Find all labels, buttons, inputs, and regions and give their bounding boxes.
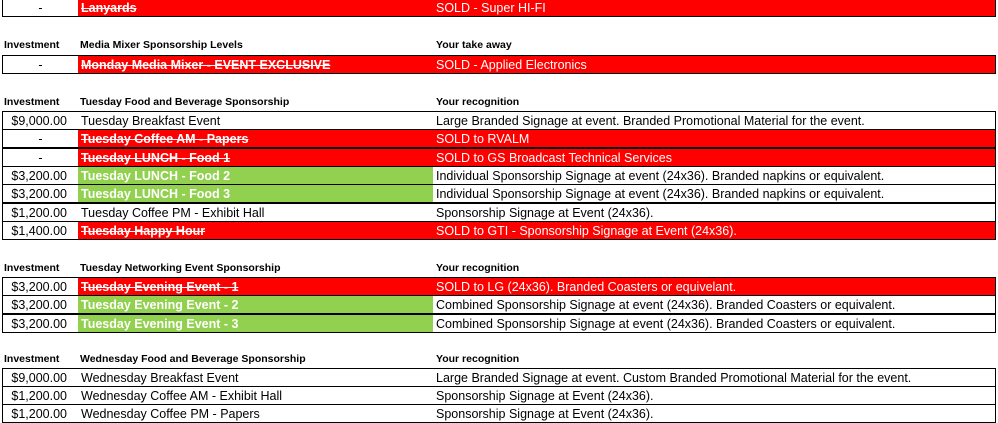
section-header-tuesday-networking	[0, 261, 998, 276]
investment-cell: $3,200.00	[2, 314, 79, 333]
takeaway-header: Your recognition	[436, 353, 520, 365]
investment-cell: -	[2, 148, 79, 167]
table-row	[0, 148, 998, 167]
recognition-cell: SOLD to RVALM	[433, 129, 996, 148]
table-row	[0, 184, 998, 203]
table-row	[0, 0, 998, 17]
investment-cell: $9,000.00	[2, 111, 79, 130]
sponsorship-name-cell: Tuesday Evening Event - 3	[78, 314, 434, 333]
table-row	[0, 295, 998, 314]
sponsorship-name-cell: Tuesday LUNCH - Food 1	[78, 148, 434, 167]
takeaway-header: Your take away	[436, 39, 512, 51]
recognition-cell: SOLD - Applied Electronics	[433, 55, 996, 74]
recognition-cell: Combined Sponsorship Signage at event (24x36). Branded Coasters or equivalent.	[433, 295, 996, 314]
sponsorship-name-cell: Tuesday LUNCH - Food 2	[78, 166, 434, 185]
table-row	[0, 111, 998, 130]
recognition-cell: SOLD to LG (24x36). Branded Coasters or equivelant.	[433, 277, 996, 296]
section-title: Tuesday Food and Beverage Sponsorship	[80, 96, 290, 108]
recognition-cell: Individual Sponsorship Signage at event (24x36). Branded napkins or equivalent.	[433, 166, 996, 185]
sponsorship-name-cell: Tuesday Coffee PM - Exhibit Hall	[78, 203, 434, 222]
investment-cell: $3,200.00	[2, 277, 79, 296]
sponsorship-name-cell: Wednesday Coffee PM - Papers	[78, 404, 434, 423]
investment-cell: $1,400.00	[2, 221, 79, 240]
recognition-cell: SOLD to GTI - Sponsorship Signage at Event (24x36).	[433, 221, 996, 240]
table-row	[0, 166, 998, 185]
recognition-cell: SOLD - Super HI-FI	[433, 0, 996, 17]
recognition-cell: Large Branded Signage at event. Branded Promotional Material for the event.	[433, 111, 996, 130]
table-row	[0, 277, 998, 296]
investment-cell: $1,200.00	[2, 404, 79, 423]
sponsorship-name-cell: Tuesday Evening Event - 2	[78, 295, 434, 314]
recognition-cell: Sponsorship Signage at Event (24x36).	[433, 203, 996, 222]
section-title: Tuesday Networking Event Sponsorship	[80, 262, 281, 274]
sponsorship-name-cell: Tuesday Breakfast Event	[78, 111, 434, 130]
recognition-cell: SOLD to GS Broadcast Technical Services	[433, 148, 996, 167]
investment-cell: $9,000.00	[2, 368, 79, 387]
sponsorship-name-cell: Wednesday Coffee AM - Exhibit Hall	[78, 386, 434, 405]
sponsorship-name-cell: Lanyards	[78, 0, 434, 17]
sponsorship-name-cell: Tuesday Happy Hour	[78, 221, 434, 240]
table-row	[0, 314, 998, 333]
investment-header: Investment	[4, 353, 60, 365]
recognition-cell: Individual Sponsorship Signage at event (24x36). Branded napkins or equivalent.	[433, 184, 996, 203]
investment-cell: -	[2, 129, 79, 148]
investment-cell: $3,200.00	[2, 166, 79, 185]
investment-cell: $3,200.00	[2, 295, 79, 314]
sponsorship-name-cell: Monday Media Mixer - EVENT EXCLUSIVE	[78, 55, 434, 74]
takeaway-header: Your recognition	[436, 262, 520, 274]
investment-cell: $3,200.00	[2, 184, 79, 203]
investment-cell: $1,200.00	[2, 386, 79, 405]
table-row	[0, 386, 998, 405]
takeaway-header: Your recognition	[436, 96, 520, 108]
sponsorship-name-cell: Tuesday Coffee AM - Papers	[78, 129, 434, 148]
section-header-wednesday-food	[0, 352, 998, 367]
table-row	[0, 129, 998, 148]
recognition-cell: Combined Sponsorship Signage at event (24x36). Branded Coasters or equivalent.	[433, 314, 996, 333]
table-row	[0, 221, 998, 240]
table-row	[0, 368, 998, 387]
section-header-media-mixer	[0, 38, 998, 53]
recognition-cell: Sponsorship Signage at Event (24x36).	[433, 404, 996, 423]
table-row	[0, 404, 998, 423]
table-row	[0, 203, 998, 222]
section-title: Wednesday Food and Beverage Sponsorship	[80, 353, 306, 365]
recognition-cell: Sponsorship Signage at Event (24x36).	[433, 386, 996, 405]
table-row	[0, 55, 998, 74]
investment-header: Investment	[4, 39, 60, 51]
investment-cell: $1,200.00	[2, 203, 79, 222]
investment-header: Investment	[4, 96, 60, 108]
investment-cell: -	[2, 0, 79, 17]
investment-cell: -	[2, 55, 79, 74]
sponsorship-name-cell: Tuesday LUNCH - Food 3	[78, 184, 434, 203]
section-header-tuesday-food	[0, 95, 998, 110]
sponsorship-name-cell: Tuesday Evening Event - 1	[78, 277, 434, 296]
sponsorship-name-cell: Wednesday Breakfast Event	[78, 368, 434, 387]
section-title: Media Mixer Sponsorship Levels	[80, 39, 243, 51]
recognition-cell: Large Branded Signage at event. Custom Branded Promotional Material for the event.	[433, 368, 996, 387]
investment-header: Investment	[4, 262, 60, 274]
